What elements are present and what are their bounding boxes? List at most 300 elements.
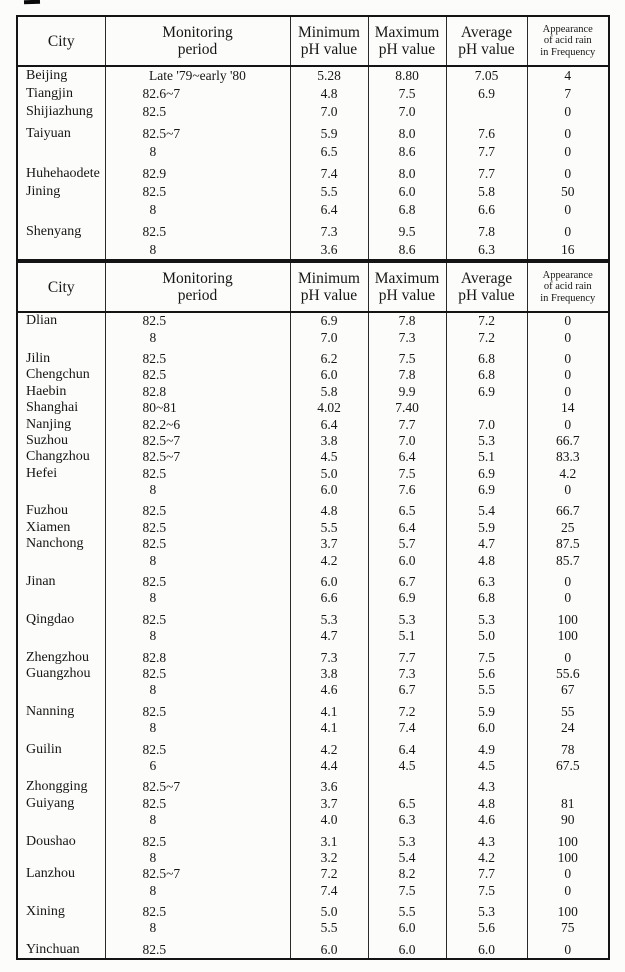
cell-max: 7.0 bbox=[368, 433, 446, 449]
cell-city bbox=[17, 720, 105, 736]
cell-city: Nanning bbox=[26, 703, 75, 719]
cell-avg bbox=[446, 400, 527, 416]
cell-max: 8.6 bbox=[368, 241, 446, 260]
cell-avg: 4.6 bbox=[446, 812, 527, 828]
col-header-min bbox=[290, 262, 368, 312]
cell-min: 3.2 bbox=[290, 850, 368, 866]
cell-max: 6.7 bbox=[368, 569, 446, 590]
header-row bbox=[17, 16, 609, 66]
cell-min: 5.0 bbox=[290, 899, 368, 920]
cell-min: 6.2 bbox=[290, 346, 368, 367]
cell-max: 7.8 bbox=[368, 367, 446, 383]
cell-min: 6.0 bbox=[290, 367, 368, 383]
col-header-avg bbox=[446, 16, 527, 66]
cell-max: 6.9 bbox=[368, 590, 446, 606]
table-body bbox=[17, 312, 609, 959]
cell-max: 5.3 bbox=[368, 828, 446, 849]
cell-period: 8 bbox=[105, 482, 290, 498]
col-header-city bbox=[17, 262, 105, 312]
col-header-line: period bbox=[177, 287, 218, 304]
cell-max: 6.0 bbox=[368, 183, 446, 201]
cell-avg: 4.2 bbox=[446, 850, 527, 866]
cell-period: 82.8 bbox=[105, 384, 290, 400]
table-row bbox=[17, 121, 609, 143]
cell-min: 3.8 bbox=[290, 666, 368, 682]
cell-max: 6.0 bbox=[368, 552, 446, 568]
cell-max: 6.3 bbox=[368, 812, 446, 828]
cell-max: 7.5 bbox=[368, 85, 446, 103]
cell-max: 7.0 bbox=[368, 103, 446, 121]
cell-avg: 6.6 bbox=[446, 201, 527, 219]
table-row bbox=[17, 590, 609, 606]
table-row bbox=[17, 482, 609, 498]
table-row bbox=[17, 720, 609, 736]
col-header-line: Minimum bbox=[297, 270, 360, 287]
cell-city bbox=[17, 758, 105, 774]
col-header-line: Appearance bbox=[542, 23, 593, 35]
cell-city bbox=[17, 682, 105, 698]
cell-period: 82.9 bbox=[105, 161, 290, 183]
cell-period: 8 bbox=[105, 552, 290, 568]
cell-city: Taiyuan bbox=[26, 126, 71, 141]
table-row bbox=[17, 346, 609, 367]
table-row bbox=[17, 628, 609, 644]
cell-avg: 6.8 bbox=[446, 346, 527, 367]
cell-avg: 6.3 bbox=[446, 569, 527, 590]
cell-freq: 87.5 bbox=[527, 536, 609, 552]
cell-freq: 0 bbox=[527, 312, 609, 329]
table-row bbox=[17, 682, 609, 698]
cell-max: 5.4 bbox=[368, 850, 446, 866]
table-row bbox=[17, 85, 609, 103]
table-header bbox=[17, 262, 609, 312]
cell-max: 8.0 bbox=[368, 121, 446, 143]
cell-min: 6.5 bbox=[290, 143, 368, 161]
cell-min: 3.1 bbox=[290, 828, 368, 849]
cell-freq: 0 bbox=[527, 103, 609, 121]
cell-period: 80~81 bbox=[105, 400, 290, 416]
cell-period: 82.5~7 bbox=[105, 774, 290, 795]
table-header bbox=[17, 16, 609, 66]
cell-period: 8 bbox=[105, 883, 290, 899]
col-header-min bbox=[290, 16, 368, 66]
cell-period: 8 bbox=[105, 812, 290, 828]
table-row bbox=[17, 644, 609, 665]
col-header-line: in Frequency bbox=[540, 292, 596, 304]
cell-avg: 6.8 bbox=[446, 590, 527, 606]
cell-avg: 5.3 bbox=[446, 899, 527, 920]
cell-period: 82.5 bbox=[105, 937, 290, 959]
header-row bbox=[17, 262, 609, 312]
table-row bbox=[17, 920, 609, 936]
cell-avg: 6.9 bbox=[446, 482, 527, 498]
cell-city: Chengchun bbox=[26, 367, 90, 383]
cell-city bbox=[17, 920, 105, 936]
cell-period: 82.6~7 bbox=[105, 85, 290, 103]
cell-avg: 6.0 bbox=[446, 720, 527, 736]
table-row bbox=[17, 666, 609, 682]
cell-period: 8 bbox=[105, 241, 290, 260]
table-row bbox=[17, 219, 609, 241]
cell-min: 7.0 bbox=[290, 329, 368, 345]
cell-freq: 100 bbox=[527, 828, 609, 849]
cell-min: 3.7 bbox=[290, 536, 368, 552]
cell-period: 82.5 bbox=[105, 183, 290, 201]
cell-min: 7.4 bbox=[290, 883, 368, 899]
table-row bbox=[17, 866, 609, 882]
table-row bbox=[17, 607, 609, 628]
cell-min: 4.8 bbox=[290, 498, 368, 519]
cell-freq: 50 bbox=[527, 183, 609, 201]
cell-period: 82.5~7 bbox=[105, 121, 290, 143]
table-row bbox=[17, 736, 609, 757]
table-row bbox=[17, 384, 609, 400]
cell-freq: 4.2 bbox=[527, 466, 609, 482]
cell-min: 4.1 bbox=[290, 699, 368, 720]
cell-city: Yinchuan bbox=[26, 941, 80, 957]
cell-min: 6.0 bbox=[290, 482, 368, 498]
cell-city bbox=[17, 883, 105, 899]
cell-period: 8 bbox=[105, 143, 290, 161]
cell-period: Late '79~early '80 bbox=[105, 66, 290, 85]
cell-max: 6.4 bbox=[368, 736, 446, 757]
cell-period: 82.5~7 bbox=[105, 433, 290, 449]
cell-min: 3.7 bbox=[290, 796, 368, 812]
cell-avg: 4.8 bbox=[446, 796, 527, 812]
col-header-freq bbox=[527, 262, 609, 312]
cell-period: 82.5 bbox=[105, 367, 290, 383]
cell-freq: 55.6 bbox=[527, 666, 609, 682]
cell-period: 82.8 bbox=[105, 644, 290, 665]
cell-min: 4.7 bbox=[290, 628, 368, 644]
cell-min: 4.4 bbox=[290, 758, 368, 774]
cell-min: 4.2 bbox=[290, 552, 368, 568]
cell-min: 7.3 bbox=[290, 219, 368, 241]
cell-freq: 100 bbox=[527, 850, 609, 866]
cell-freq: 0 bbox=[527, 883, 609, 899]
col-header-line: Maximum bbox=[374, 270, 440, 287]
cell-freq: 90 bbox=[527, 812, 609, 828]
cell-min: 3.8 bbox=[290, 433, 368, 449]
scan-artifact-mark bbox=[24, 0, 40, 4]
cell-avg: 4.7 bbox=[446, 536, 527, 552]
cell-avg: 6.8 bbox=[446, 367, 527, 383]
cell-freq: 67.5 bbox=[527, 758, 609, 774]
cell-city: Haebin bbox=[26, 383, 67, 399]
cell-city: Zhongging bbox=[26, 779, 88, 795]
cell-max: 6.4 bbox=[368, 449, 446, 465]
acid-rain-table-north-cities bbox=[16, 15, 610, 261]
cell-avg: 4.3 bbox=[446, 828, 527, 849]
table-row bbox=[17, 312, 609, 329]
col-header-line: Maximum bbox=[374, 24, 440, 41]
cell-min: 4.8 bbox=[290, 85, 368, 103]
cell-city: Shijiazhung bbox=[26, 104, 93, 119]
cell-period: 82.5 bbox=[105, 899, 290, 920]
cell-city: Changzhou bbox=[26, 449, 90, 465]
cell-min: 7.4 bbox=[290, 161, 368, 183]
cell-city bbox=[17, 241, 105, 260]
cell-city bbox=[17, 201, 105, 219]
cell-avg: 5.9 bbox=[446, 520, 527, 536]
cell-avg: 6.3 bbox=[446, 241, 527, 260]
cell-period: 82.5 bbox=[105, 312, 290, 329]
cell-freq: 100 bbox=[527, 607, 609, 628]
cell-period: 82.5 bbox=[105, 796, 290, 812]
cell-min: 4.02 bbox=[290, 400, 368, 416]
table-row bbox=[17, 498, 609, 519]
cell-freq: 14 bbox=[527, 400, 609, 416]
cell-freq: 81 bbox=[527, 796, 609, 812]
cell-freq: 16 bbox=[527, 241, 609, 260]
cell-avg: 7.7 bbox=[446, 866, 527, 882]
cell-max: 6.4 bbox=[368, 520, 446, 536]
cell-min: 6.6 bbox=[290, 590, 368, 606]
cell-freq: 85.7 bbox=[527, 552, 609, 568]
table-row bbox=[17, 449, 609, 465]
cell-freq: 0 bbox=[527, 346, 609, 367]
table-row bbox=[17, 161, 609, 183]
cell-period: 82.5~7 bbox=[105, 449, 290, 465]
col-header-line: Monitoring bbox=[162, 270, 233, 287]
cell-avg: 7.5 bbox=[446, 883, 527, 899]
cell-city: Jinan bbox=[26, 574, 56, 590]
cell-max: 5.5 bbox=[368, 899, 446, 920]
cell-city bbox=[17, 552, 105, 568]
table-row bbox=[17, 367, 609, 383]
cell-freq: 0 bbox=[527, 866, 609, 882]
cell-min: 4.0 bbox=[290, 812, 368, 828]
cell-max: 8.0 bbox=[368, 161, 446, 183]
table-row bbox=[17, 183, 609, 201]
cell-min: 7.2 bbox=[290, 866, 368, 882]
table-row bbox=[17, 937, 609, 959]
cell-city: Suzhou bbox=[26, 432, 68, 448]
table-row bbox=[17, 899, 609, 920]
table-row bbox=[17, 552, 609, 568]
col-header-max bbox=[368, 262, 446, 312]
cell-freq: 0 bbox=[527, 416, 609, 432]
table-row bbox=[17, 466, 609, 482]
cell-period: 8 bbox=[105, 682, 290, 698]
table-row bbox=[17, 774, 609, 795]
cell-min: 6.4 bbox=[290, 416, 368, 432]
col-header-line: pH value bbox=[378, 41, 436, 58]
cell-period: 82.5 bbox=[105, 536, 290, 552]
cell-freq: 0 bbox=[527, 121, 609, 143]
col-header-line: Minimum bbox=[297, 24, 360, 41]
cell-max: 7.40 bbox=[368, 400, 446, 416]
cell-min: 5.9 bbox=[290, 121, 368, 143]
col-header-line: City bbox=[47, 32, 75, 50]
table-row bbox=[17, 103, 609, 121]
cell-period: 82.5 bbox=[105, 520, 290, 536]
cell-avg: 7.5 bbox=[446, 644, 527, 665]
cell-city bbox=[17, 590, 105, 606]
cell-min: 5.8 bbox=[290, 384, 368, 400]
cell-max: 7.5 bbox=[368, 883, 446, 899]
cell-freq: 0 bbox=[527, 590, 609, 606]
cell-max: 8.80 bbox=[368, 66, 446, 85]
cell-freq: 0 bbox=[527, 482, 609, 498]
table-row bbox=[17, 828, 609, 849]
cell-min: 5.5 bbox=[290, 183, 368, 201]
col-header-line: City bbox=[47, 278, 75, 296]
cell-avg: 6.9 bbox=[446, 466, 527, 482]
cell-city: Shanghai bbox=[26, 400, 79, 416]
cell-freq: 78 bbox=[527, 736, 609, 757]
col-header-line: Monitoring bbox=[162, 24, 233, 41]
table-row bbox=[17, 66, 609, 85]
cell-max: 7.6 bbox=[368, 482, 446, 498]
cell-freq: 66.7 bbox=[527, 498, 609, 519]
cell-avg: 5.3 bbox=[446, 433, 527, 449]
col-header-line: of acid rain bbox=[543, 35, 592, 47]
cell-freq: 0 bbox=[527, 219, 609, 241]
cell-city: Hefei bbox=[26, 465, 58, 481]
cell-period: 8 bbox=[105, 628, 290, 644]
table-row bbox=[17, 416, 609, 432]
cell-max: 6.0 bbox=[368, 920, 446, 936]
cell-city: Nanjing bbox=[26, 416, 72, 432]
cell-avg: 7.2 bbox=[446, 329, 527, 345]
cell-city: Jilin bbox=[26, 350, 51, 366]
cell-min: 5.5 bbox=[290, 520, 368, 536]
cell-max: 7.5 bbox=[368, 346, 446, 367]
cell-city bbox=[17, 143, 105, 161]
table-row bbox=[17, 536, 609, 552]
cell-min: 5.3 bbox=[290, 607, 368, 628]
cell-city: Shenyang bbox=[26, 224, 82, 239]
cell-period: 6 bbox=[105, 758, 290, 774]
cell-avg: 6.0 bbox=[446, 937, 527, 959]
cell-min: 5.28 bbox=[290, 66, 368, 85]
cell-freq: 67 bbox=[527, 682, 609, 698]
cell-max: 8.2 bbox=[368, 866, 446, 882]
cell-period: 8 bbox=[105, 850, 290, 866]
table-row bbox=[17, 812, 609, 828]
cell-city: Huhehaodete bbox=[26, 166, 100, 181]
cell-avg: 5.6 bbox=[446, 666, 527, 682]
table-row bbox=[17, 143, 609, 161]
cell-city: Doushao bbox=[26, 833, 76, 849]
cell-max: 9.5 bbox=[368, 219, 446, 241]
cell-period: 82.5 bbox=[105, 569, 290, 590]
cell-freq: 75 bbox=[527, 920, 609, 936]
cell-max: 5.3 bbox=[368, 607, 446, 628]
cell-freq: 0 bbox=[527, 161, 609, 183]
col-header-line: Average bbox=[460, 24, 513, 41]
cell-freq: 7 bbox=[527, 85, 609, 103]
cell-freq: 55 bbox=[527, 699, 609, 720]
cell-city: Zhengzhou bbox=[26, 649, 89, 665]
cell-min: 6.0 bbox=[290, 569, 368, 590]
cell-avg: 4.5 bbox=[446, 758, 527, 774]
cell-city: Beijing bbox=[26, 68, 68, 83]
cell-max: 7.3 bbox=[368, 666, 446, 682]
cell-max: 8.6 bbox=[368, 143, 446, 161]
cell-period: 8 bbox=[105, 201, 290, 219]
cell-avg: 7.8 bbox=[446, 219, 527, 241]
cell-min: 5.5 bbox=[290, 920, 368, 936]
cell-avg: 4.9 bbox=[446, 736, 527, 757]
table-row bbox=[17, 201, 609, 219]
col-header-freq bbox=[527, 16, 609, 66]
cell-period: 82.5 bbox=[105, 466, 290, 482]
cell-avg: 5.4 bbox=[446, 498, 527, 519]
cell-min: 4.2 bbox=[290, 736, 368, 757]
cell-city: Fuzhou bbox=[26, 503, 68, 519]
cell-max: 7.2 bbox=[368, 699, 446, 720]
col-header-line: pH value bbox=[458, 287, 515, 304]
table-row bbox=[17, 400, 609, 416]
cell-freq: 0 bbox=[527, 143, 609, 161]
cell-max: 9.9 bbox=[368, 384, 446, 400]
cell-city: Nanchong bbox=[26, 536, 84, 552]
cell-city: Tiangjin bbox=[26, 86, 73, 101]
cell-period: 8 bbox=[105, 590, 290, 606]
cell-city bbox=[17, 812, 105, 828]
cell-avg: 7.7 bbox=[446, 143, 527, 161]
cell-min: 7.3 bbox=[290, 644, 368, 665]
cell-avg: 7.2 bbox=[446, 312, 527, 329]
cell-period: 82.5 bbox=[105, 219, 290, 241]
cell-freq: 0 bbox=[527, 384, 609, 400]
cell-city bbox=[17, 628, 105, 644]
cell-city: Qingdao bbox=[26, 611, 75, 627]
cell-period: 82.5 bbox=[105, 666, 290, 682]
cell-min: 6.4 bbox=[290, 201, 368, 219]
cell-min: 6.9 bbox=[290, 312, 368, 329]
cell-freq: 100 bbox=[527, 899, 609, 920]
cell-city: Dlian bbox=[26, 313, 58, 329]
cell-freq: 25 bbox=[527, 520, 609, 536]
cell-avg: 7.6 bbox=[446, 121, 527, 143]
cell-city: Lanzhou bbox=[26, 866, 75, 882]
cell-min: 5.0 bbox=[290, 466, 368, 482]
cell-avg: 6.9 bbox=[446, 85, 527, 103]
cell-freq: 83.3 bbox=[527, 449, 609, 465]
col-header-period bbox=[105, 16, 290, 66]
cell-avg bbox=[446, 103, 527, 121]
cell-freq: 0 bbox=[527, 569, 609, 590]
cell-period: 82.5 bbox=[105, 699, 290, 720]
table-row bbox=[17, 569, 609, 590]
cell-period: 82.2~6 bbox=[105, 416, 290, 432]
cell-min: 4.1 bbox=[290, 720, 368, 736]
cell-freq: 0 bbox=[527, 329, 609, 345]
table-row bbox=[17, 699, 609, 720]
cell-freq: 0 bbox=[527, 937, 609, 959]
cell-period: 82.5 bbox=[105, 828, 290, 849]
cell-avg: 5.8 bbox=[446, 183, 527, 201]
cell-freq: 24 bbox=[527, 720, 609, 736]
table-row bbox=[17, 329, 609, 345]
cell-freq: 66.7 bbox=[527, 433, 609, 449]
col-header-period bbox=[105, 262, 290, 312]
cell-freq: 0 bbox=[527, 201, 609, 219]
cell-max: 7.5 bbox=[368, 466, 446, 482]
cell-min: 7.0 bbox=[290, 103, 368, 121]
col-header-line: pH value bbox=[300, 287, 358, 304]
cell-city bbox=[17, 329, 105, 345]
cell-period: 8 bbox=[105, 720, 290, 736]
col-header-avg bbox=[446, 262, 527, 312]
cell-city bbox=[17, 482, 105, 498]
cell-period: 8 bbox=[105, 920, 290, 936]
cell-max: 7.3 bbox=[368, 329, 446, 345]
table-row bbox=[17, 520, 609, 536]
